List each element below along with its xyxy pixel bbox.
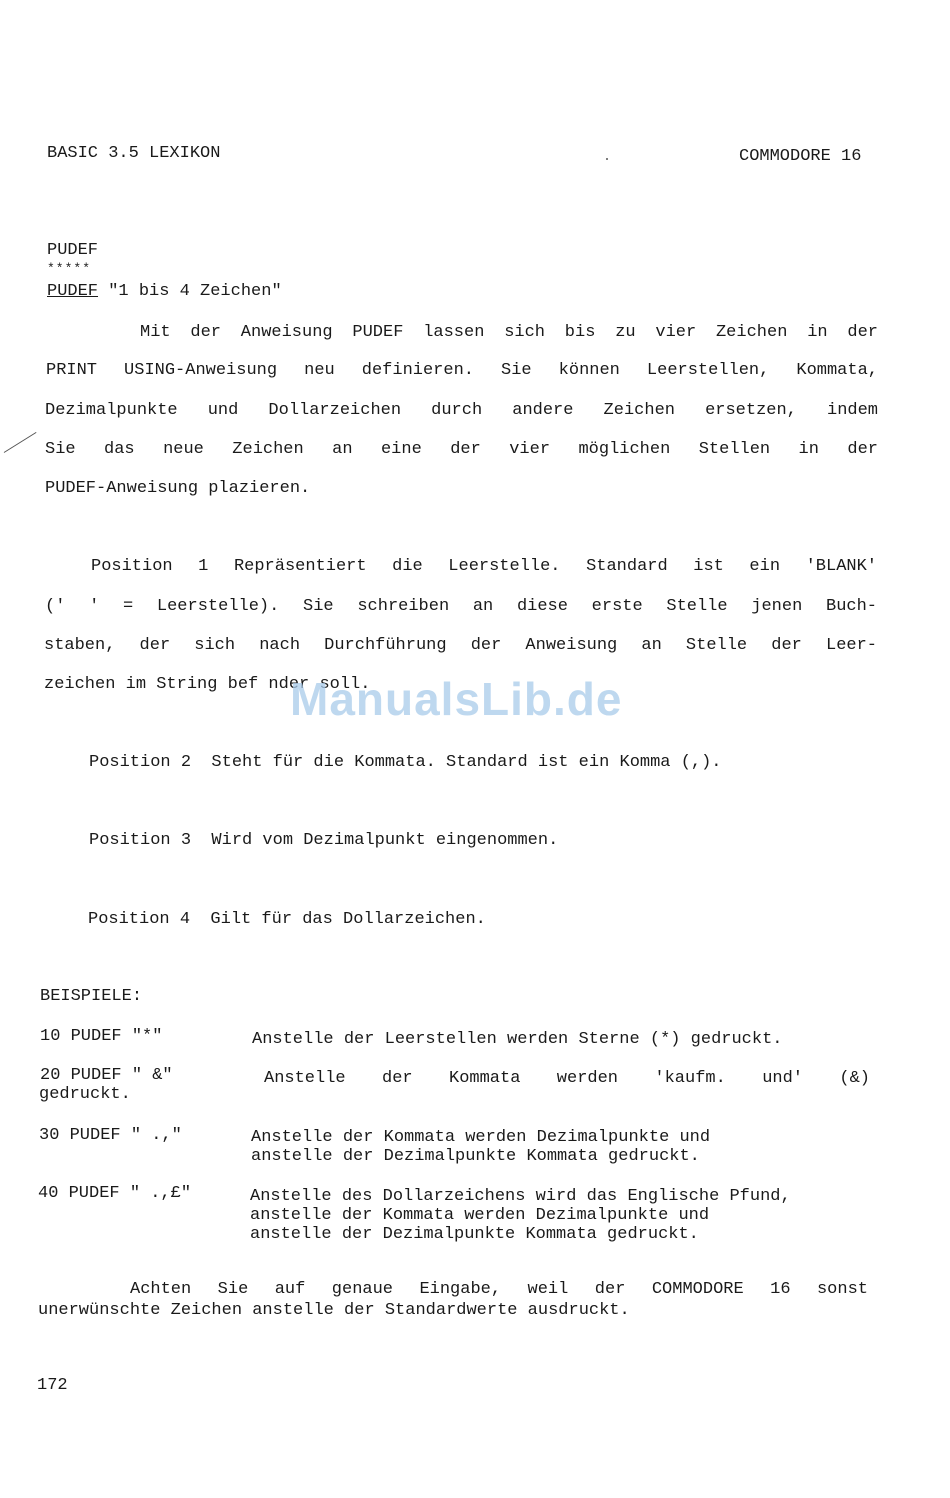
- section-title: PUDEF: [47, 241, 99, 260]
- intro-line-3: Dezimalpunkte und Dollarzeichen durch andere Zeichen ersetzen, indem: [45, 401, 878, 420]
- intro-line-2: PRINT USING-Anweisung neu definieren. Sie können Leerstellen, Kommata,: [46, 361, 878, 380]
- title-underline-stars: *****: [47, 261, 92, 276]
- syntax-keyword: PUDEF: [47, 282, 99, 301]
- scan-dot: [606, 158, 608, 160]
- example-4-code: 40 PUDEF " .,£": [38, 1184, 192, 1203]
- syntax-argument: "1 bis 4 Zeichen": [98, 282, 282, 301]
- header-right: COMMODORE 16: [739, 147, 862, 166]
- position2-text: Position 2 Steht für die Kommata. Standard ist ein Komma (,).: [89, 753, 722, 772]
- example-3-desc: Anstelle der Kommata werden Dezimalpunkte und anstelle der Dezimalpunkte Kommata gedruckt.: [251, 1128, 711, 1166]
- position3-text: Position 3 Wird vom Dezimalpunkt eingenommen.: [89, 831, 559, 850]
- watermark: ManualsLib.de: [290, 673, 623, 725]
- position1-line-1: Position 1 Repräsentiert die Leerstelle. Standard ist ein 'BLANK': [91, 557, 877, 576]
- intro-line-4: Sie das neue Zeichen an eine der vier möglichen Stellen in der: [45, 440, 878, 459]
- example-1-code: 10 PUDEF "*": [40, 1027, 163, 1046]
- position1-line-3: staben, der sich nach Durchführung der Anweisung an Stelle der Leer-: [44, 636, 877, 655]
- example-2-code: 20 PUDEF " &": [40, 1066, 173, 1085]
- intro-line-1: Mit der Anweisung PUDEF lassen sich bis zu vier Zeichen in der: [140, 323, 878, 342]
- example-2-continuation: gedruckt.: [39, 1085, 131, 1104]
- position4-text: Position 4 Gilt für das Dollarzeichen.: [88, 910, 486, 929]
- example-2-desc: Anstelle der Kommata werden 'kaufm. und' (&): [264, 1069, 870, 1088]
- intro-line-5: PUDEF-Anweisung plazieren.: [45, 479, 311, 498]
- pen-stroke-mark: [4, 432, 37, 453]
- example-4-desc: Anstelle des Dollarzeichens wird das Englische Pfund, anstelle der Kommata werden Dezimalpunkte und anstelle der Dezimalpunkte Kommata gedruckt.: [250, 1187, 791, 1244]
- closing-line-1: Achten Sie auf genaue Eingabe, weil der COMMODORE 16 sonst: [130, 1280, 868, 1299]
- page-number: 172: [37, 1376, 68, 1395]
- position1-line-2: (' ' = Leerstelle). Sie schreiben an diese erste Stelle jenen Buch-: [45, 597, 877, 616]
- closing-line-2: unerwünschte Zeichen anstelle der Standardwerte ausdruckt.: [38, 1301, 630, 1320]
- example-3-code: 30 PUDEF " .,": [39, 1126, 182, 1145]
- header-left: BASIC 3.5 LEXIKON: [47, 144, 221, 163]
- examples-heading: BEISPIELE:: [40, 987, 143, 1006]
- position1-line-4: zeichen im String bef nder soll.: [44, 675, 371, 694]
- syntax-line: [47, 282, 282, 301]
- example-1-desc: Anstelle der Leerstellen werden Sterne (*) gedruckt.: [252, 1030, 783, 1049]
